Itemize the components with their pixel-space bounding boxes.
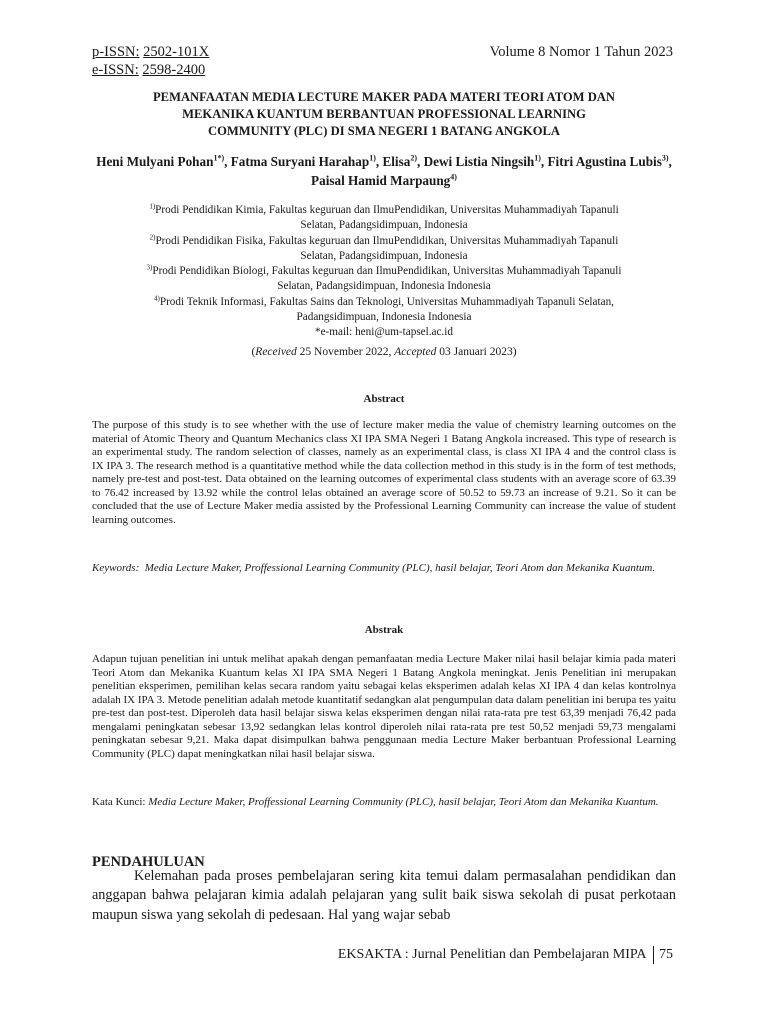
pissn-line	[92, 43, 209, 61]
author-name: , Elisa	[375, 154, 411, 169]
affiliation-3	[92, 264, 676, 279]
abstract-text: The purpose of this study is to see whether with the use of lecture maker media the value of chemistry learning outcomes on the material of Atomic Theory and Quantum Mechanics class XI IPA SMA Negeri 1 Batang Angkola increased. This type of research is an experimental study. The random selection of classes, namely as an experimental class, is class XI IPA 4 and the control class is IX IPA 3. The research method is a quantitative method while the data collection method in this study is in the form of test methods, namely pre-test and post-test. Data obtained on the learning outcomes of experimental class students with an average score of 63.39 to 76.42 increased by 13.92 while the control lelas obtained an average score of 50.52 to 59.73 an increase of 9.21. So it can be concluded that the use of Lecture Maker media assisted by the Professional Learning Community can increase the value of student learning outcomes.	[92, 419, 676, 526]
issn-block	[92, 43, 209, 79]
affiliation-1-cont: Selatan, Padangsidimpuan, Indonesia	[300, 219, 468, 232]
journal-name: EKSAKTA : Jurnal Penelitian dan Pembelajaran MIPA	[337, 947, 647, 962]
affil-sup: 1)	[149, 202, 156, 211]
pissn-value: 2502-101X	[143, 44, 210, 60]
section-title: PENDAHULUAN	[92, 854, 205, 870]
author-name: , Paisal Hamid Marpaung	[311, 154, 672, 188]
affil-text: Prodi Pendidikan Biologi, Fakultas keguruan dan IlmuPendidikan, Universitas Muhammadiyah Tapanuli	[152, 265, 622, 278]
paper-title	[92, 89, 676, 140]
volume-info: Volume 8 Nomor 1 Tahun 2023	[489, 44, 673, 60]
kata-kunci-label: Kata Kunci:	[92, 796, 146, 808]
eissn-value: 2598-2400	[142, 62, 206, 78]
kata-kunci-value: Media Lecture Maker, Proffessional Learning Community (PLC), hasil belajar, Teori Atom dan Mekanika Kuantum.	[148, 796, 659, 808]
abstrak-text: Adapun tujuan penelitian ini untuk melihat apakah dengan pemanfaatan media Lecture Maker nilai hasil belajar kimia pada materi Teori Atom dan Mekanika Kuantum kelas XI IPA SMA Negeri 1 Batang Angkola meningkat. Jenis Penelitian ini merupakan penelitian eksperimen, pemilihan kelas secara random yaitu sebagai kelas eksperimen adalah kelas XI IPA 4 dan kelas kontrolnya adalah IX IPA 3. Metode penelitian adalah metode kuantitatif sedangkan alat pengumpulan data dalam penelitian ini berupa tes yaitu pre-test dan post-test. Diperoleh data hasil belajar siswa kelas eksperimen dengan nilai rata-rata pre test 63,39 menjadi 76,42 pada mengalami peningkatan sebesar 13,92 sedangkan lelas kontrol diperoleh nilai rata-rata pre test 50,52 menjadi 59,73 mengalami peningkatan sebesar 9,21. Maka dapat disimpulkan bahwa penggunaan media Lecture Maker berbantuan Professional Learning Community (PLC) dapat meningkatkan nilai hasil belajar siswa.	[92, 653, 676, 760]
keywords-label: Keywords:	[92, 562, 140, 574]
kata-kunci	[92, 795, 676, 809]
author-sup: 1*)	[213, 153, 225, 163]
author-sup: 4)	[450, 172, 457, 182]
corresponding-email: *e-mail: heni@um-tapsel.ac.id	[315, 326, 453, 339]
title-line-1: PEMANFAATAN MEDIA LECTURE MAKER PADA MATERI TEORI ATOM DAN	[152, 90, 616, 104]
accepted-label: Accepted	[394, 346, 437, 358]
received-date: 25 November 2022,	[296, 346, 395, 358]
affiliation-4	[92, 295, 676, 310]
affiliation-1	[92, 203, 676, 218]
title-line-2: MEKANIKA KUANTUM BERBANTUAN PROFESSIONAL LEARNING	[182, 107, 586, 121]
affil-text: Prodi Pendidikan Kimia, Fakultas keguruan dan IlmuPendidikan, Universitas Muhammadiyah Tapanuli	[155, 204, 619, 216]
author-name: , Fatma Suryani Harahap	[224, 154, 370, 169]
affiliation-4-cont: Padangsidimpuan, Indonesia Indonesia	[296, 311, 472, 324]
footer-divider	[653, 946, 655, 964]
pissn-label: p-ISSN:	[92, 44, 140, 60]
affil-text: Prodi Pendidikan Fisika, Fakultas keguruan dan IlmuPendidikan, Universitas Muhammadiyah Tapanuli	[155, 234, 619, 247]
affil-sup: 3)	[146, 263, 153, 272]
author-name: Heni Mulyani Pohan	[96, 154, 214, 169]
author-sup: 3)	[661, 153, 669, 163]
page-footer	[338, 945, 673, 965]
affiliation-2	[92, 234, 676, 249]
author-sup: 1)	[369, 153, 376, 163]
affil-sup: 4)	[154, 294, 160, 303]
author-sup: 2)	[410, 153, 417, 163]
affiliation-3-cont: Selatan, Padangsidimpuan, Indonesia Indonesia	[277, 280, 491, 293]
author-sup: 1)	[534, 153, 541, 163]
affil-text: Prodi Teknik Informasi, Fakultas Sains dan Teknologi, Universitas Muhammadiyah Tapanuli Selatan,	[159, 295, 614, 308]
affiliations	[92, 203, 676, 341]
affiliation-2-cont: Selatan, Padangsidimpuan, Indonesia	[300, 249, 468, 262]
received-label: Received	[255, 346, 297, 358]
page-number: 75	[659, 947, 673, 962]
author-name: , Fitri Agustina Lubis	[540, 154, 662, 169]
affil-sup: 2)	[149, 232, 156, 241]
eissn-label: e-ISSN:	[92, 62, 139, 78]
accepted-date: 03 Januari 2023)	[436, 346, 517, 358]
received-accepted-dates	[92, 345, 676, 360]
author-name: , Dewi Listia Ningsih	[416, 154, 535, 169]
keywords	[92, 561, 676, 575]
paren: (	[251, 346, 256, 358]
eissn-line	[92, 61, 209, 79]
title-line-3: COMMUNITY (PLC) DI SMA NEGERI 1 BATANG ANGKOLA	[207, 124, 561, 138]
abstrak-heading: Abstrak	[364, 624, 404, 636]
author-list	[92, 152, 676, 190]
kata-kunci-line	[92, 795, 676, 809]
keywords-line	[92, 561, 676, 575]
keywords-value: Media Lecture Maker, Proffessional Learning Community (PLC), hasil belajar, Teori Atom dan Mekanika Kuantum.	[144, 562, 656, 574]
abstract-heading: Abstract	[363, 393, 405, 405]
section-body: Kelemahan pada proses pembelajaran sering kita temui dalam permasalahan pendidikan dan anggapan bahwa pelajaran kimia adalah pelajaran yang sulit baik siswa sekolah di pusat perkotaan maupun siswa yang sekolah di pedesaan. Hal yang wajar sebab	[92, 868, 676, 923]
